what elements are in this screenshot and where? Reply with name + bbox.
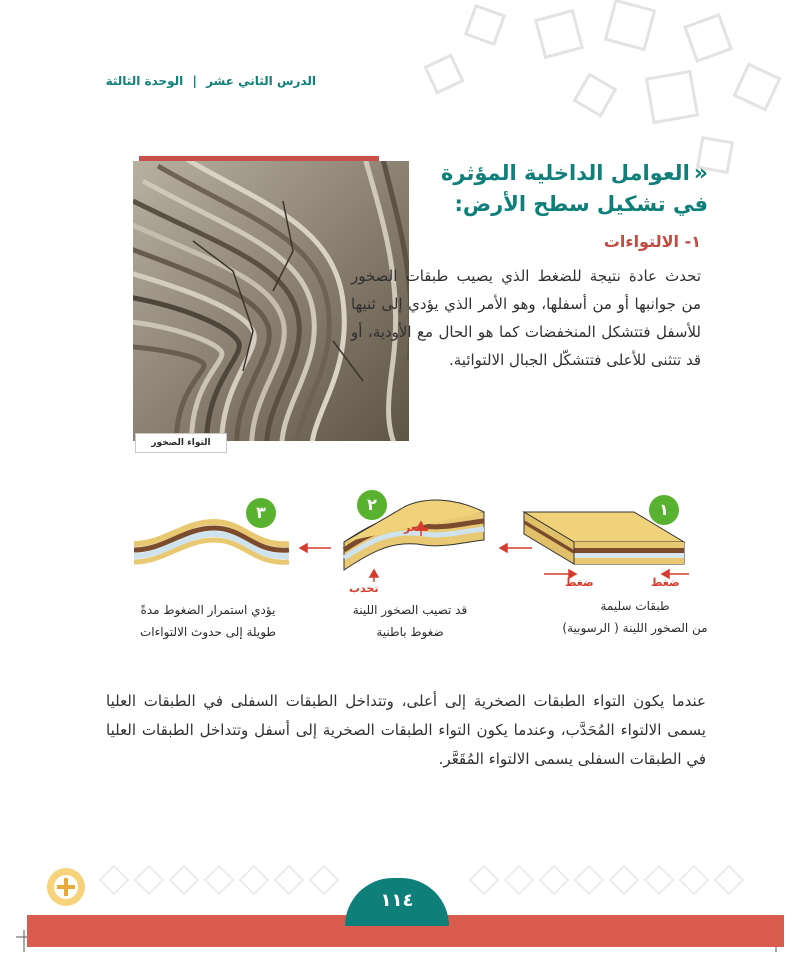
anticline-syncline-paragraph: عندما يكون التواء الطبقات الصخرية إلى أعلى، وتتداخل الطبقات السفلى في الطبقات العليا يسمى الالتواء المُحَدَّب، وعندما يكون التواء الطبقات الصخرية إلى أسفل وتتداخل الطبقات العليا في الطبقات السفلى يسمى الالتواء المُقَعَّر.: [106, 692, 706, 768]
folded-layers: [134, 522, 289, 562]
step3-caption-line2: طويلة إلى حدوث الالتواءات: [139, 625, 276, 639]
step2-caption-line2: ضغوط باطنية: [376, 625, 444, 639]
photo-caption: التواء الصخور: [135, 433, 227, 453]
page-header: [106, 74, 316, 88]
step-badge-2: ٢: [357, 490, 387, 520]
double-chevron-icon: «: [693, 161, 708, 186]
step1-caption: [540, 595, 730, 639]
pressure-label-left: ضغط: [565, 576, 594, 589]
step1-caption-line2: من الصخور اللينة ( الرسوبية): [562, 621, 708, 635]
page-number: ١١٤: [345, 878, 449, 926]
subheading-folds: ١- الالتواءات: [603, 232, 701, 251]
convex-label: تحدب: [349, 582, 379, 595]
lesson-label: الدرس الثاني عشر: [206, 74, 316, 88]
folds-paragraph: تحدث عادة نتيجة للضغط الذي يصيب طبقات الصخور من جوانبها أو من أسفلها، وهو الأمر الذي يؤدي إلى ثنيها للأسفل فتتشكل المنخفضات كما هو الحال مع الأودية، أو قد تتثنى للأعلى فتتشكّل الجبال الالتوائية.: [351, 267, 701, 369]
step-badge-3: ٣: [246, 498, 276, 528]
step2-caption-line1: قد تصيب الصخور اللينة: [352, 603, 468, 617]
concave-label: تقعر: [404, 521, 430, 534]
unit-label: الوحدة الثالثة: [105, 74, 184, 88]
step-badge-1: ١: [649, 495, 679, 525]
step2-caption: [320, 599, 500, 643]
section-title: [418, 158, 708, 220]
step3-caption-line1: يؤدي استمرار الضغوط مدةً: [140, 603, 276, 617]
section-title-text: العوامل الداخلية المؤثرة في تشكيل سطح الأرض:: [441, 161, 708, 216]
step3-caption: [118, 599, 298, 643]
pressure-label-right: ضغط: [651, 576, 680, 589]
publisher-logo-icon: [45, 866, 87, 908]
folding-diagram: [124, 492, 694, 602]
step1-caption-line1: طبقات سليمة: [600, 599, 670, 613]
header-separator: |: [192, 74, 197, 88]
